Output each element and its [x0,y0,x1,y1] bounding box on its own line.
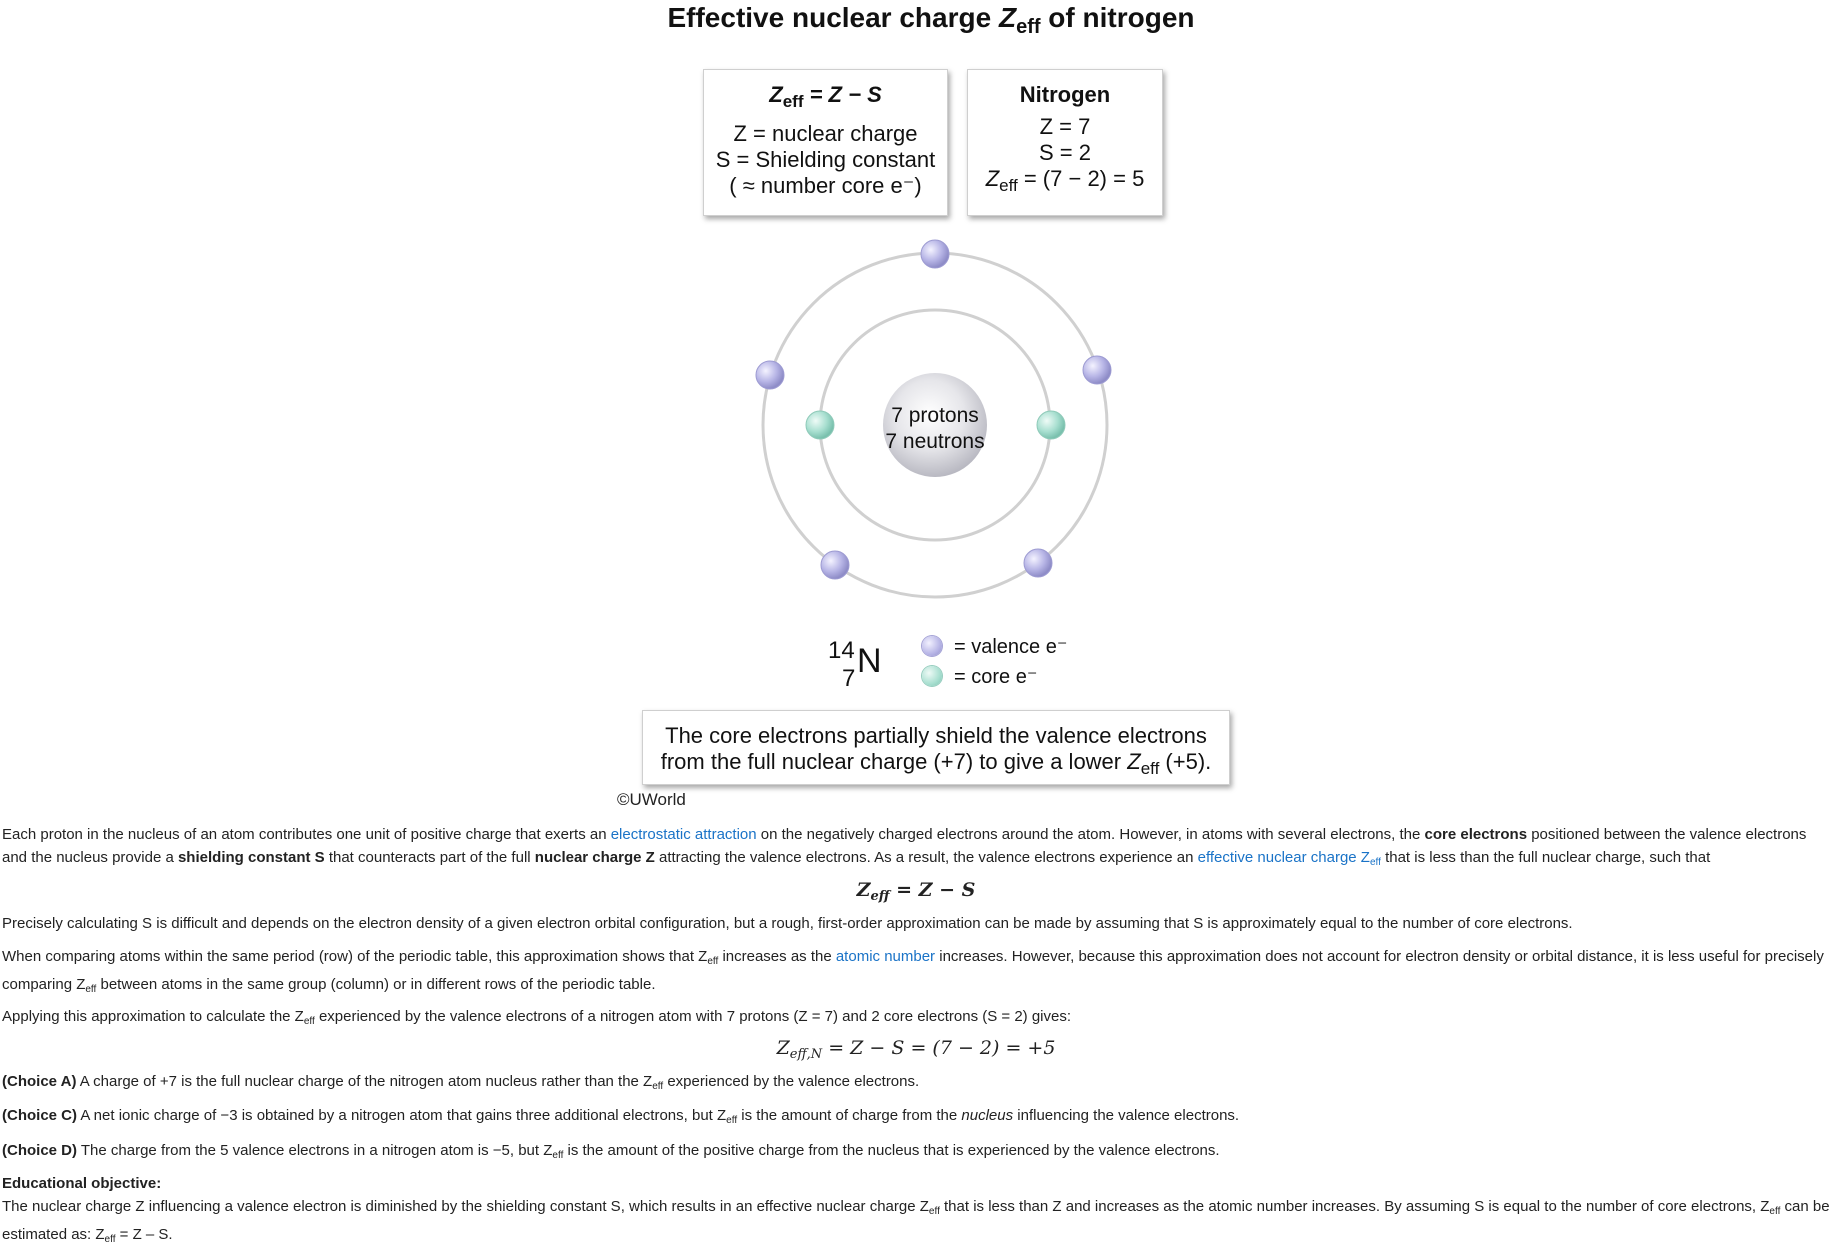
equation-2: $Z_{eff,N} = Z - S = (7 - 2) = +5$ [776,1037,1056,1062]
educational-objective: Educational objective: The nuclear charge Z influencing a valence electron is diminished by the shielding constant S, which results in an effective nuclear charge $Z_{eff}$ that is less than Z and increases as the atomic number increases. By assuming S is equal to the number of core electrons, $Z_{eff}$ can be estimated as: $Z_{eff} = Z - S$. [2,1175,1830,1245]
nucleus-neutrons: 7 neutrons [885,430,985,453]
isotope-mass: 14 [828,637,855,664]
valence-electron [821,551,849,579]
nitrogen-line-1: Z = 7 [1039,114,1091,139]
legend [920,632,1067,692]
link-effective-nuclear-charge[interactable]: effective nuclear charge $Z_{eff}$ [1197,849,1381,868]
core-electron [1037,411,1065,439]
valence-electron [921,240,949,268]
paragraph-1: Each proton in the nucleus of an atom contributes one unit of positive charge that exerts an electrostatic attraction on the negatively charged electrons around the atom. However, in atoms with several electrons, the core electrons positioned between the valence electrons and the nucleus provide a shielding constant S that counteracts part of the full nuclear charge Z attracting the valence electrons. As a result, the valence electrons experience an effective nuclear charge $Z_{eff}$ that is less than the full nuclear charge, such that [2,826,1807,868]
legend-valence: = valence e⁻ [920,632,1067,662]
educational-objective-heading: Educational objective: [2,1175,162,1192]
isotope-element: N [857,642,882,680]
nitrogen-heading: Nitrogen [1019,82,1111,107]
valence-electron [1083,356,1111,384]
valence-dot-icon [922,636,942,656]
choice-d: (Choice D) The charge from the 5 valence electrons in a nitrogen atom is −5, but $Z_{eff}$ is the amount of the positive charge from the nucleus that is experienced by the valence electrons. [2,1142,1220,1161]
formula-line-1: Z = nuclear charge [733,121,918,146]
copyright: ©UWorld [617,790,686,809]
link-electrostatic-attraction[interactable]: electrostatic attraction [610,826,757,843]
paragraph-4: Applying this approximation to calculate the $Z_{eff}$ experienced by the valence electrons of a nitrogen atom with 7 protons (Z = 7) and 2 core electrons (S = 2) gives: [2,1008,1072,1027]
paragraph-2: Precisely calculating S is difficult and depends on the electron density of a given electron orbital configuration, but a rough, first-order approximation can be made by assuming that S is approximately equal to the number of core electrons. [2,915,1573,932]
paragraph-3: When comparing atoms within the same period (row) of the periodic table, this approximation shows that $Z_{eff}$ increases as the atomic number increases. However, because this approximation does not account for electron density or orbital distance, it is less useful for precisely comparing $Z_{eff}$ between atoms in the same group (column) or in different rows of the periodic table. [2,948,1824,995]
isotope-symbol [828,636,888,696]
choice-c: (Choice C) A net ionic charge of −3 is obtained by a nitrogen atom that gains three additional electrons, but $Z_{eff}$ is the amount of charge from the nucleus influencing the valence electrons. [2,1107,1240,1126]
link-atomic-number[interactable]: atomic number [835,948,936,965]
core-dot-icon [922,666,942,686]
nitrogen-line-2: S = 2 [1039,140,1091,165]
formula-line-3: ( ≈ number core e⁻) [729,173,922,198]
caption-box [642,710,1230,785]
valence-electron [1024,549,1052,577]
nucleus-protons: 7 protons [891,404,979,427]
caption-line-1: The core electrons partially shield the valence electrons [665,723,1207,748]
caption-line-2: from the full nuclear charge (+7) to give a lower $Z_{eff}$ (+5). [660,749,1212,778]
formula-box: $Z_{eff} = Z - S$ Z = nuclear charge S = Shielding constant ( ≈ number core e⁻) [703,69,948,216]
formula-line-2: S = Shielding constant [715,147,936,172]
isotope-atomic-number: 7 [842,665,856,692]
valence-electron [756,361,784,389]
nitrogen-line-3: $Z_{eff} = (7 - 2) = 5$ [985,166,1145,195]
legend-core: = core e⁻ [920,662,1067,692]
figure-title: Effective nuclear charge $Z_{eff}$ of nitrogen [667,2,1195,38]
core-electron [806,411,834,439]
choice-a: (Choice A) A charge of +7 is the full nuclear charge of the nitrogen atom nucleus rather than the $Z_{eff}$ experienced by the valence electrons. [2,1073,920,1092]
equation-1: $Z_{eff} = Z - S$ [856,879,976,904]
